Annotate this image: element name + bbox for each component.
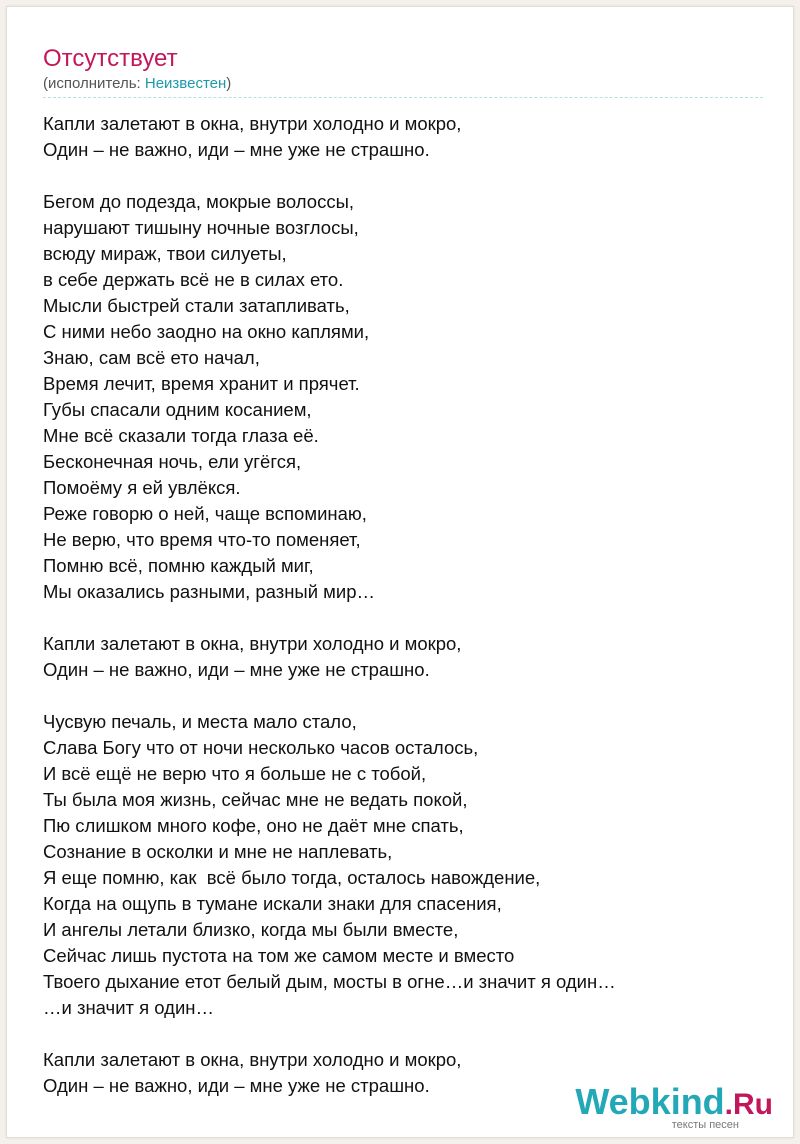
lyric-line: …и значит я один… <box>43 997 215 1018</box>
lyric-line: Один – не важно, иди – мне уже не страшно. <box>43 139 430 160</box>
lyric-line: Не верю, что время что-то поменяет, <box>43 529 361 550</box>
lyric-line: Знаю, сам всё ето начал, <box>43 347 260 368</box>
stanza-gap <box>43 605 773 631</box>
lyric-line: Помню всё, помню каждый миг, <box>43 555 314 576</box>
lyric-line: И ангелы летали близко, когда мы были вместе, <box>43 919 459 940</box>
lyric-line: Бегом до подезда, мокрые волоссы, <box>43 191 355 212</box>
page-card <box>6 6 794 1138</box>
lyric-line: Твоего дыхание етот белый дым, мосты в огне…и значит я один… <box>43 971 616 992</box>
lyric-line: Один – не важно, иди – мне уже не страшно. <box>43 1075 430 1096</box>
artist-suffix: ) <box>226 75 232 92</box>
lyric-line: нарушают тишыну ночные возглосы, <box>43 217 359 238</box>
logo-tld: .Ru <box>724 1088 773 1121</box>
lyric-line: И всё ещё не верю что я больше не с тобой, <box>43 763 427 784</box>
lyric-line: Капли залетают в окна, внутри холодно и мокро, <box>43 113 462 134</box>
lyric-line: Чусвую печаль, и места мало стало, <box>43 711 357 732</box>
lyric-line: Бесконечная ночь, ели угёгся, <box>43 451 302 472</box>
stanza-gap <box>43 1021 773 1047</box>
site-logo[interactable] <box>575 1081 773 1131</box>
lyric-line: Капли залетают в окна, внутри холодно и мокро, <box>43 1049 462 1070</box>
lyric-line: Сейчас лишь пустота на том же самом месте и вместо <box>43 945 515 966</box>
stanza-gap <box>43 163 773 189</box>
logo-tagline: тексты песен <box>671 1119 739 1131</box>
lyric-line: Капли залетают в окна, внутри холодно и мокро, <box>43 633 462 654</box>
lyric-line: всюду мираж, твои силуеты, <box>43 243 287 264</box>
title-divider <box>43 97 763 98</box>
lyric-line: Губы спасали одним косанием, <box>43 399 312 420</box>
lyric-line: Я еще помню, как всё было тогда, осталось навождение, <box>43 867 541 888</box>
lyric-line: Помоёму я ей увлёкся. <box>43 477 241 498</box>
lyric-line: Время лечит, время хранит и прячет. <box>43 373 360 394</box>
stanza-gap <box>43 683 773 709</box>
lyric-line: С ними небо заодно на окно каплями, <box>43 321 370 342</box>
logo-main-text: Webkind <box>575 1081 725 1122</box>
lyric-line: Мне всё сказали тогда глаза её. <box>43 425 319 446</box>
lyric-line: Один – не важно, иди – мне уже не страшно. <box>43 659 430 680</box>
lyric-line: Слава Богу что от ночи несколько часов осталось, <box>43 737 479 758</box>
artist-link[interactable]: Неизвестен <box>144 75 227 92</box>
lyrics-body <box>43 111 773 1099</box>
artist-line <box>43 75 231 92</box>
lyric-line: в себе держать всё не в силах ето. <box>43 269 344 290</box>
lyric-line: Когда на ощупь в тумане искали знаки для спасения, <box>43 893 502 914</box>
song-title: Отсутствует <box>43 45 178 72</box>
artist-prefix: (исполнитель: <box>43 75 145 92</box>
lyric-line: Мы оказались разными, разный мир… <box>43 581 376 602</box>
lyric-line: Мысли быстрей стали затапливать, <box>43 295 350 316</box>
logo-wordmark <box>575 1081 773 1123</box>
lyric-line: Ты была моя жизнь, сейчас мне не ведать покой, <box>43 789 468 810</box>
lyric-line: Пю слишком много кофе, оно не даёт мне спать, <box>43 815 464 836</box>
lyric-line: Сознание в осколки и мне не наплевать, <box>43 841 393 862</box>
lyric-line: Реже говорю о ней, чаще вспоминаю, <box>43 503 367 524</box>
